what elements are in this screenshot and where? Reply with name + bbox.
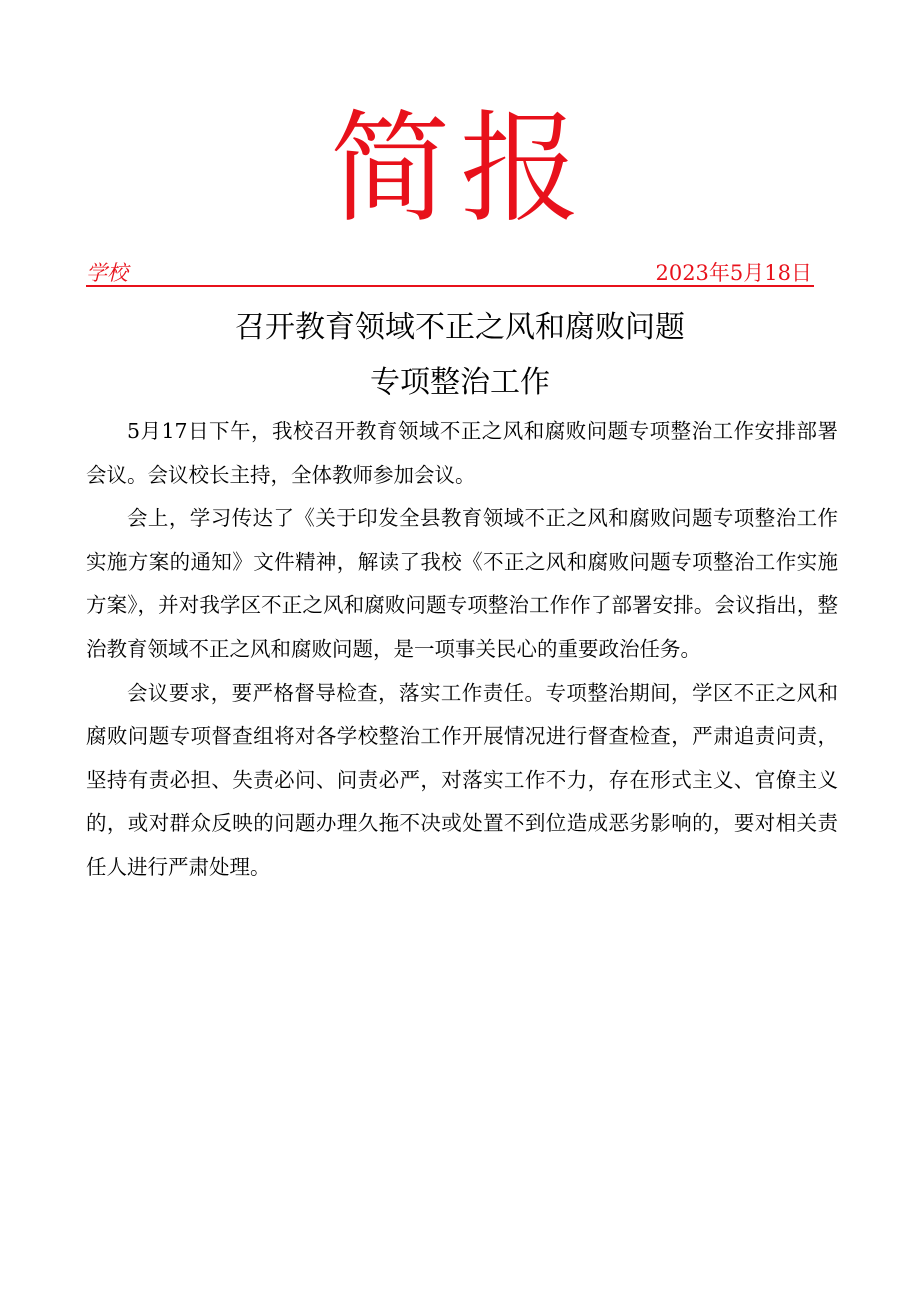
issuing-organization: 学校	[86, 261, 128, 285]
header-info-line	[86, 258, 814, 288]
article-paragraph-3: 会议要求，要严格督导检查，落实工作责任。专项整治期间，学区不正之风和腐败问题专项督查组将对各学校整治工作开展情况进行督查检查，严肃追责问责，坚持有责必担、失责必问、问责必严，对落实工作不力，存在形式主义、官僚主义的，或对群众反映的问题办理久拖不决或处置不到位造成恶劣影响的，要对相关责任人进行严肃处理。	[86, 680, 838, 879]
article-paragraph-2: 会上，学习传达了《关于印发全县教育领域不正之风和腐败问题专项整治工作实施方案的通知》文件精神，解读了我校《不正之风和腐败问题专项整治工作实施方案》，并对我学区不正之风和腐败问题专项整治工作作了部署安排。会议指出，整治教育领域不正之风和腐败问题，是一项事关民心的重要政治任务。	[86, 506, 838, 661]
issue-date: 2023年5月18日	[655, 261, 812, 285]
article-paragraph-1: 5月17日下午，我校召开教育领域不正之风和腐败问题专项整治工作安排部署会议。会议校长主持，全体教师参加会议。	[86, 419, 838, 487]
article-title-line-1: 召开教育领域不正之风和腐败问题	[235, 310, 685, 345]
masthead-title: 简报	[330, 100, 590, 239]
article-title-line-2: 专项整治工作	[370, 365, 550, 400]
red-divider-line	[86, 285, 814, 287]
article-body	[86, 410, 838, 890]
